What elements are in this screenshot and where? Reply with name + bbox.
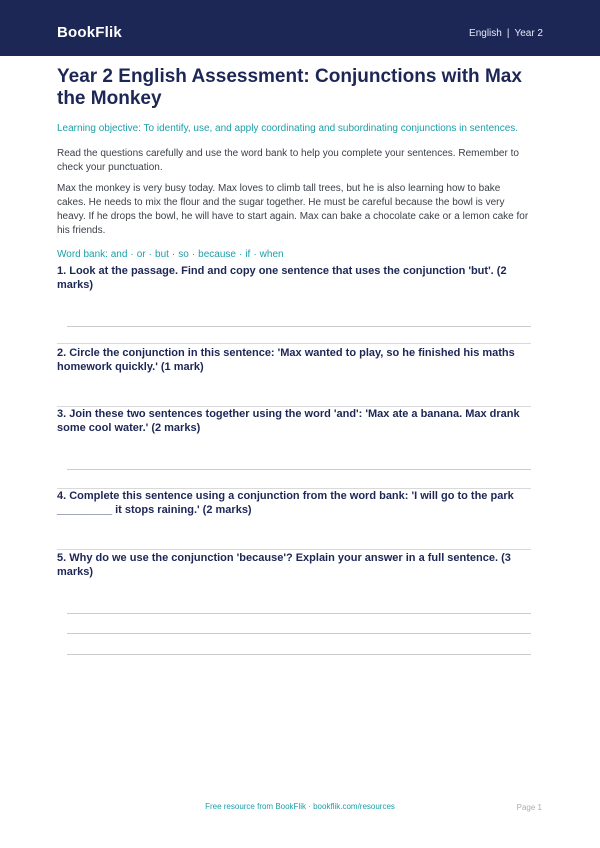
word-separator: ·: [253, 249, 257, 260]
word-bank-label: Word bank:: [57, 249, 108, 260]
word-bank-word: but: [155, 249, 169, 260]
word-bank-word: when: [259, 249, 284, 260]
answer-line[interactable]: [67, 654, 531, 655]
question-2: 2. Circle the conjunction in this sentence: 'Max wanted to play, so he finished his maths homework quickly.' (1 mark): [57, 347, 515, 373]
word-bank-word: so: [178, 249, 189, 260]
question-5: 5. Why do we use the conjunction 'because'? Explain your answer in a full sentence. (3 marks): [57, 552, 511, 578]
passage: Max the monkey is very busy today. Max loves to climb tall trees, but he is also learning how to bake cakes. He needs to mix the flour and the sugar together. He must be careful because the bowl is very heavy. If he drops the bowl, he will have to start again. Max can bake a chocolate cake or a lemon cake for his friends.: [57, 183, 529, 236]
brand-logo[interactable]: BookFlik: [57, 24, 122, 41]
meta-separator: |: [506, 28, 510, 39]
page-title: Year 2 English Assessment: Conjunctions with Max the Monkey: [57, 66, 522, 109]
word-bank-word: or: [136, 249, 146, 260]
word-separator: ·: [171, 249, 176, 260]
question-divider: [57, 549, 531, 550]
answer-line[interactable]: [67, 326, 531, 327]
answer-line[interactable]: [67, 613, 531, 614]
answer-line[interactable]: [67, 469, 531, 470]
word-bank-word: because: [198, 249, 236, 260]
questions-section: [57, 0, 531, 848]
answer-line[interactable]: [67, 633, 531, 634]
word-bank-word: and: [110, 249, 128, 260]
question-1: 1. Look at the passage. Find and copy one sentence that uses the conjunction 'but'. (2 marks): [57, 265, 507, 291]
word-separator: ·: [191, 249, 196, 260]
subject-label: English: [469, 28, 502, 39]
learning-objective: Learning objective: To identify, use, and apply coordinating and subordinating conjunctions in sentences.: [57, 123, 519, 134]
word-separator: ·: [130, 249, 134, 260]
page-number: Page 1: [516, 803, 542, 812]
word-separator: ·: [148, 249, 153, 260]
word-bank-word: if: [245, 249, 251, 260]
question-divider: [57, 343, 531, 344]
year-label: Year 2: [514, 28, 543, 39]
question-4: 4. Complete this sentence using a conjunction from the word bank: 'I will go to the park _________ it stops raining.' (2 marks): [57, 490, 514, 516]
question-3: 3. Join these two sentences together using the word 'and': 'Max ate a banana. Max drank some cool water.' (2 marks): [57, 408, 520, 434]
footer-link[interactable]: Free resource from BookFlik · bookflik.com/resources: [205, 802, 395, 811]
instructions: Read the questions carefully and use the word bank to help you complete your sentences. Remember to check your punctuation.: [57, 148, 519, 173]
word-separator: ·: [238, 249, 243, 260]
